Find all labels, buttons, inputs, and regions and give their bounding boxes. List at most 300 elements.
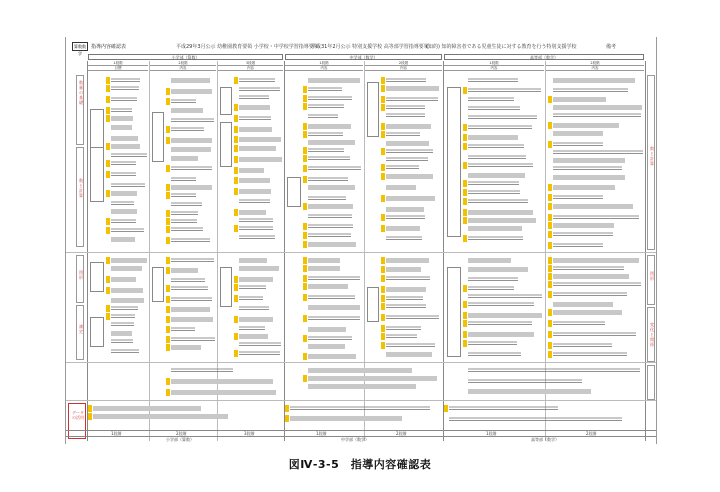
highlight-marker bbox=[548, 257, 552, 264]
highlight-marker bbox=[381, 104, 385, 111]
highlight-marker bbox=[106, 85, 110, 92]
header-right-label: 備考 bbox=[606, 44, 617, 50]
highlight-marker bbox=[303, 294, 307, 301]
highlight-marker bbox=[303, 95, 307, 102]
text-lines bbox=[468, 97, 514, 102]
content-block bbox=[463, 257, 544, 264]
col-separator bbox=[284, 61, 285, 441]
content-block bbox=[381, 303, 442, 310]
subhead-7: 内容 bbox=[546, 66, 644, 71]
content-block bbox=[381, 195, 442, 202]
highlight-marker bbox=[166, 192, 170, 199]
text-lines bbox=[111, 266, 142, 271]
content-block bbox=[303, 265, 363, 272]
text-lines bbox=[386, 267, 421, 272]
text-lines bbox=[553, 113, 641, 118]
left-label-data-use: データの活用 bbox=[72, 410, 84, 420]
text-lines bbox=[308, 177, 348, 182]
text-lines bbox=[468, 368, 640, 373]
highlight-marker bbox=[548, 203, 552, 210]
col-separator bbox=[645, 61, 646, 441]
content-block bbox=[444, 416, 644, 423]
content-block bbox=[106, 182, 148, 189]
highlight-marker bbox=[463, 143, 467, 150]
text-lines bbox=[468, 125, 532, 130]
content-block bbox=[463, 331, 544, 338]
text-lines bbox=[553, 166, 622, 171]
text-lines bbox=[111, 201, 134, 206]
content-block bbox=[463, 96, 544, 103]
text-lines bbox=[308, 284, 348, 289]
left-label-quantity-basics: 数量の基礎 bbox=[79, 80, 83, 105]
sub-label-box bbox=[287, 177, 301, 207]
text-lines bbox=[111, 228, 144, 233]
highlight-marker bbox=[166, 296, 170, 303]
highlight-marker bbox=[444, 405, 448, 412]
highlight-marker bbox=[106, 218, 110, 225]
text-lines bbox=[111, 258, 147, 263]
content-block bbox=[234, 86, 283, 93]
highlight-marker bbox=[381, 173, 385, 180]
content-block bbox=[234, 177, 283, 184]
content-block bbox=[166, 316, 216, 323]
text-lines bbox=[386, 196, 435, 201]
content-block bbox=[106, 143, 148, 150]
text-lines bbox=[239, 199, 270, 204]
text-lines bbox=[171, 337, 215, 342]
content-block bbox=[166, 267, 216, 274]
text-lines bbox=[111, 116, 133, 121]
content-block bbox=[166, 88, 216, 95]
content-block bbox=[106, 152, 148, 159]
highlight-marker bbox=[234, 295, 238, 302]
highlight-marker bbox=[548, 214, 552, 221]
content-block bbox=[381, 77, 442, 84]
highlight-marker bbox=[106, 313, 110, 320]
highlight-marker bbox=[303, 232, 307, 239]
content-block bbox=[106, 313, 148, 320]
highlight-marker bbox=[548, 351, 552, 358]
text-lines bbox=[111, 183, 145, 188]
content-block bbox=[234, 145, 283, 152]
content-block bbox=[166, 336, 216, 343]
left-label-box bbox=[76, 255, 84, 303]
highlight-marker bbox=[166, 378, 170, 385]
content-block bbox=[303, 176, 363, 183]
highlight-marker bbox=[463, 331, 467, 338]
content-block bbox=[166, 218, 216, 225]
text-lines bbox=[308, 242, 356, 247]
content-block bbox=[106, 348, 148, 355]
highlight-marker bbox=[381, 85, 385, 92]
highlight-marker bbox=[234, 104, 238, 111]
highlight-marker bbox=[166, 306, 170, 313]
text-lines bbox=[111, 314, 135, 319]
content-block bbox=[303, 213, 363, 220]
highlight-marker bbox=[548, 291, 552, 298]
highlight-marker bbox=[303, 335, 307, 342]
text-lines bbox=[171, 78, 210, 83]
content-block bbox=[381, 164, 442, 171]
highlight-marker bbox=[548, 194, 552, 201]
highlight-marker bbox=[166, 88, 170, 95]
right-label-box bbox=[647, 307, 655, 362]
text-lines bbox=[386, 236, 422, 241]
content-block bbox=[166, 126, 216, 133]
highlight-marker bbox=[166, 237, 170, 244]
text-lines bbox=[468, 115, 537, 120]
highlight-marker bbox=[166, 285, 170, 292]
highlight-marker bbox=[303, 375, 307, 382]
text-lines bbox=[239, 168, 264, 173]
text-lines bbox=[171, 227, 203, 232]
header-note-2: 平成31年2月公示 特別支援学校 高等部学習指導要領 bbox=[311, 44, 429, 50]
highlight-marker bbox=[548, 222, 552, 229]
content-block bbox=[463, 209, 544, 216]
content-block bbox=[303, 113, 363, 120]
highlight-marker bbox=[106, 107, 110, 114]
sub-label-box bbox=[152, 267, 164, 302]
text-lines bbox=[468, 199, 528, 204]
highlight-marker bbox=[548, 273, 552, 280]
content-block bbox=[463, 285, 544, 292]
content-block bbox=[234, 198, 283, 205]
content-block bbox=[548, 231, 644, 238]
text-lines bbox=[468, 302, 534, 307]
highlight-marker bbox=[463, 87, 467, 94]
right-label-number-calc: 数と計算 bbox=[650, 146, 654, 166]
content-block bbox=[303, 304, 363, 311]
highlight-marker bbox=[548, 320, 552, 327]
content-block bbox=[381, 314, 442, 321]
content-block bbox=[234, 333, 283, 340]
text-lines bbox=[468, 313, 542, 318]
text-lines bbox=[308, 78, 360, 83]
content-block bbox=[166, 226, 216, 233]
text-lines bbox=[308, 354, 356, 359]
content-block bbox=[303, 294, 363, 301]
highlight-marker bbox=[166, 326, 170, 333]
text-lines bbox=[111, 144, 140, 149]
highlight-marker bbox=[303, 283, 307, 290]
text-lines bbox=[386, 132, 420, 137]
content-block bbox=[234, 167, 283, 174]
content-block bbox=[548, 203, 644, 210]
text-lines bbox=[553, 142, 603, 147]
left-label-number-calc: 数と計算 bbox=[79, 178, 83, 198]
content-block bbox=[303, 86, 363, 93]
content-block bbox=[106, 135, 148, 142]
content-block bbox=[548, 265, 644, 272]
text-lines bbox=[239, 266, 279, 271]
content-block bbox=[548, 214, 644, 221]
text-lines bbox=[171, 379, 273, 384]
header-note-3: (知的) 知的障害者である児童生徒に対する教育を行う特別支援学校 bbox=[426, 44, 577, 50]
text-lines bbox=[111, 97, 137, 102]
text-lines bbox=[468, 144, 524, 149]
content-block bbox=[381, 295, 442, 302]
content-block bbox=[381, 131, 442, 138]
content-block bbox=[381, 275, 442, 282]
highlight-marker bbox=[303, 123, 307, 130]
text-lines bbox=[239, 277, 273, 282]
content-block bbox=[166, 176, 216, 183]
content-block bbox=[166, 277, 216, 284]
column-header-junior: 中学部（数学） bbox=[285, 54, 442, 60]
text-lines bbox=[171, 193, 196, 198]
content-block bbox=[548, 301, 644, 308]
text-lines bbox=[239, 157, 282, 162]
text-lines bbox=[308, 376, 437, 381]
content-block bbox=[303, 155, 363, 162]
text-lines bbox=[111, 153, 147, 158]
content-block bbox=[463, 114, 544, 121]
content-block bbox=[463, 172, 544, 179]
content-block bbox=[548, 242, 644, 249]
content-block bbox=[106, 287, 148, 294]
highlight-marker bbox=[548, 309, 552, 316]
text-lines bbox=[239, 226, 273, 231]
highlight-marker bbox=[166, 226, 170, 233]
text-lines bbox=[290, 416, 402, 421]
content-block bbox=[166, 296, 216, 303]
content-block bbox=[303, 343, 363, 350]
text-lines bbox=[111, 288, 143, 293]
content-block bbox=[303, 275, 363, 282]
text-lines bbox=[171, 118, 214, 123]
row-separator bbox=[66, 252, 656, 253]
highlight-marker bbox=[106, 171, 110, 178]
text-lines bbox=[111, 339, 133, 344]
text-lines bbox=[468, 321, 532, 326]
highlight-marker bbox=[548, 231, 552, 238]
col-separator bbox=[443, 61, 444, 441]
text-lines bbox=[171, 89, 212, 94]
text-lines bbox=[468, 78, 518, 83]
text-lines bbox=[468, 352, 521, 357]
content-block bbox=[381, 342, 442, 349]
content-block bbox=[166, 285, 216, 292]
text-lines bbox=[239, 342, 281, 347]
text-lines bbox=[111, 219, 136, 224]
highlight-marker bbox=[381, 214, 385, 221]
left-label-box bbox=[76, 147, 84, 247]
text-lines bbox=[308, 185, 355, 190]
content-block bbox=[548, 122, 644, 129]
text-lines bbox=[171, 368, 233, 373]
text-lines bbox=[111, 298, 144, 303]
footer-stage-3: 3段階 bbox=[244, 431, 255, 436]
text-lines bbox=[111, 331, 132, 336]
content-block bbox=[234, 257, 283, 264]
right-label-box bbox=[647, 255, 655, 305]
text-lines bbox=[308, 233, 351, 238]
highlight-marker bbox=[463, 134, 467, 141]
highlight-marker bbox=[463, 312, 467, 319]
text-lines bbox=[308, 316, 360, 321]
content-block bbox=[234, 126, 283, 133]
text-lines bbox=[308, 344, 345, 349]
content-block bbox=[234, 305, 283, 312]
text-lines bbox=[386, 352, 432, 357]
sub-label-box bbox=[367, 287, 379, 322]
highlight-marker bbox=[106, 305, 110, 312]
content-block bbox=[548, 104, 644, 111]
highlight-marker bbox=[166, 316, 170, 323]
text-lines bbox=[239, 296, 263, 301]
text-lines bbox=[93, 406, 201, 411]
content-block bbox=[285, 405, 442, 412]
highlight-marker bbox=[548, 141, 552, 148]
content-block bbox=[381, 104, 442, 111]
stage-label-3: 3段階 bbox=[218, 61, 283, 66]
highlight-marker bbox=[303, 265, 307, 272]
stage-label-6: 1段階 bbox=[444, 61, 544, 66]
content-block bbox=[106, 77, 148, 84]
sub-label-box bbox=[220, 267, 232, 307]
footer-stage-1: 1段階 bbox=[111, 431, 122, 436]
text-lines bbox=[239, 285, 266, 290]
text-lines bbox=[111, 237, 135, 242]
content-block bbox=[88, 413, 283, 420]
highlight-marker bbox=[88, 405, 92, 412]
content-block bbox=[106, 227, 148, 234]
content-block bbox=[303, 77, 363, 84]
content-block bbox=[548, 141, 644, 148]
text-lines bbox=[308, 104, 344, 109]
content-block bbox=[381, 333, 442, 340]
text-lines bbox=[386, 97, 438, 102]
text-lines bbox=[468, 341, 517, 346]
content-block bbox=[234, 188, 283, 195]
text-lines bbox=[553, 274, 629, 279]
text-lines bbox=[553, 310, 622, 315]
text-lines bbox=[111, 125, 132, 130]
text-lines bbox=[171, 219, 197, 224]
content-block bbox=[234, 77, 283, 84]
content-block bbox=[303, 241, 363, 248]
text-lines bbox=[553, 232, 613, 237]
highlight-marker bbox=[463, 235, 467, 242]
text-lines bbox=[386, 149, 433, 154]
content-block bbox=[548, 184, 644, 191]
highlight-marker bbox=[303, 165, 307, 172]
highlight-marker bbox=[234, 77, 238, 84]
text-lines bbox=[111, 322, 134, 327]
sub-label-box bbox=[447, 267, 461, 357]
footer-stage-5: 2段階 bbox=[396, 431, 407, 436]
text-lines bbox=[386, 226, 420, 231]
text-lines bbox=[171, 166, 212, 171]
content-block bbox=[303, 353, 363, 360]
text-lines bbox=[171, 317, 213, 322]
content-block bbox=[463, 301, 544, 308]
text-lines bbox=[468, 258, 511, 263]
footer-stage-4: 1段階 bbox=[316, 431, 327, 436]
content-block bbox=[303, 165, 363, 172]
text-lines bbox=[239, 105, 270, 110]
content-block bbox=[303, 383, 442, 390]
content-block bbox=[166, 155, 216, 162]
highlight-marker bbox=[381, 275, 385, 282]
highlight-marker bbox=[166, 210, 170, 217]
content-block bbox=[106, 305, 148, 312]
text-lines bbox=[468, 190, 520, 195]
highlight-marker bbox=[381, 148, 385, 155]
text-lines bbox=[468, 210, 533, 215]
content-block bbox=[381, 286, 442, 293]
sub-label-box bbox=[220, 87, 232, 115]
sub-label-box bbox=[90, 317, 104, 347]
content-block bbox=[106, 236, 148, 243]
text-lines bbox=[553, 150, 643, 155]
text-lines bbox=[239, 235, 275, 240]
text-lines bbox=[308, 224, 353, 229]
content-block bbox=[463, 189, 544, 196]
text-lines bbox=[386, 215, 425, 220]
text-lines bbox=[239, 326, 265, 331]
highlight-marker bbox=[106, 77, 110, 84]
text-lines bbox=[308, 87, 342, 92]
highlight-marker bbox=[106, 160, 110, 167]
content-block bbox=[381, 148, 442, 155]
content-block bbox=[463, 367, 644, 374]
content-block bbox=[106, 257, 148, 264]
text-lines bbox=[386, 105, 425, 110]
text-lines bbox=[239, 258, 267, 263]
footer-col-junior: 中学部（数学） bbox=[341, 437, 369, 442]
highlight-marker bbox=[548, 281, 552, 288]
text-lines bbox=[386, 141, 429, 146]
text-lines bbox=[553, 195, 603, 200]
text-lines bbox=[308, 214, 352, 219]
content-block bbox=[106, 208, 148, 215]
highlight-marker bbox=[381, 96, 385, 103]
highlight-marker bbox=[303, 203, 307, 210]
text-lines bbox=[468, 379, 582, 384]
content-block bbox=[463, 154, 544, 161]
content-block bbox=[166, 146, 216, 153]
text-lines bbox=[386, 157, 428, 162]
highlight-marker bbox=[234, 177, 238, 184]
content-block bbox=[166, 210, 216, 217]
col-separator bbox=[149, 61, 150, 441]
content-block bbox=[548, 194, 644, 201]
footer-column-row bbox=[66, 436, 656, 443]
highlight-marker bbox=[285, 415, 289, 422]
highlight-marker bbox=[166, 257, 170, 264]
text-lines bbox=[171, 202, 202, 207]
content-block bbox=[463, 225, 544, 232]
highlight-marker bbox=[88, 413, 92, 420]
content-block bbox=[303, 203, 363, 210]
text-lines bbox=[386, 165, 419, 170]
content-block bbox=[381, 257, 442, 264]
text-lines bbox=[308, 124, 351, 129]
content-block bbox=[463, 320, 544, 327]
content-block bbox=[285, 415, 442, 422]
content-block bbox=[106, 190, 148, 197]
highlight-marker bbox=[303, 103, 307, 110]
text-lines bbox=[308, 132, 343, 137]
content-block bbox=[381, 214, 442, 221]
footer-stage-6: 1段階 bbox=[486, 431, 497, 436]
content-block bbox=[234, 156, 283, 163]
content-block bbox=[234, 94, 283, 101]
content-block bbox=[303, 257, 363, 264]
text-lines bbox=[308, 336, 352, 341]
highlight-marker bbox=[303, 147, 307, 154]
